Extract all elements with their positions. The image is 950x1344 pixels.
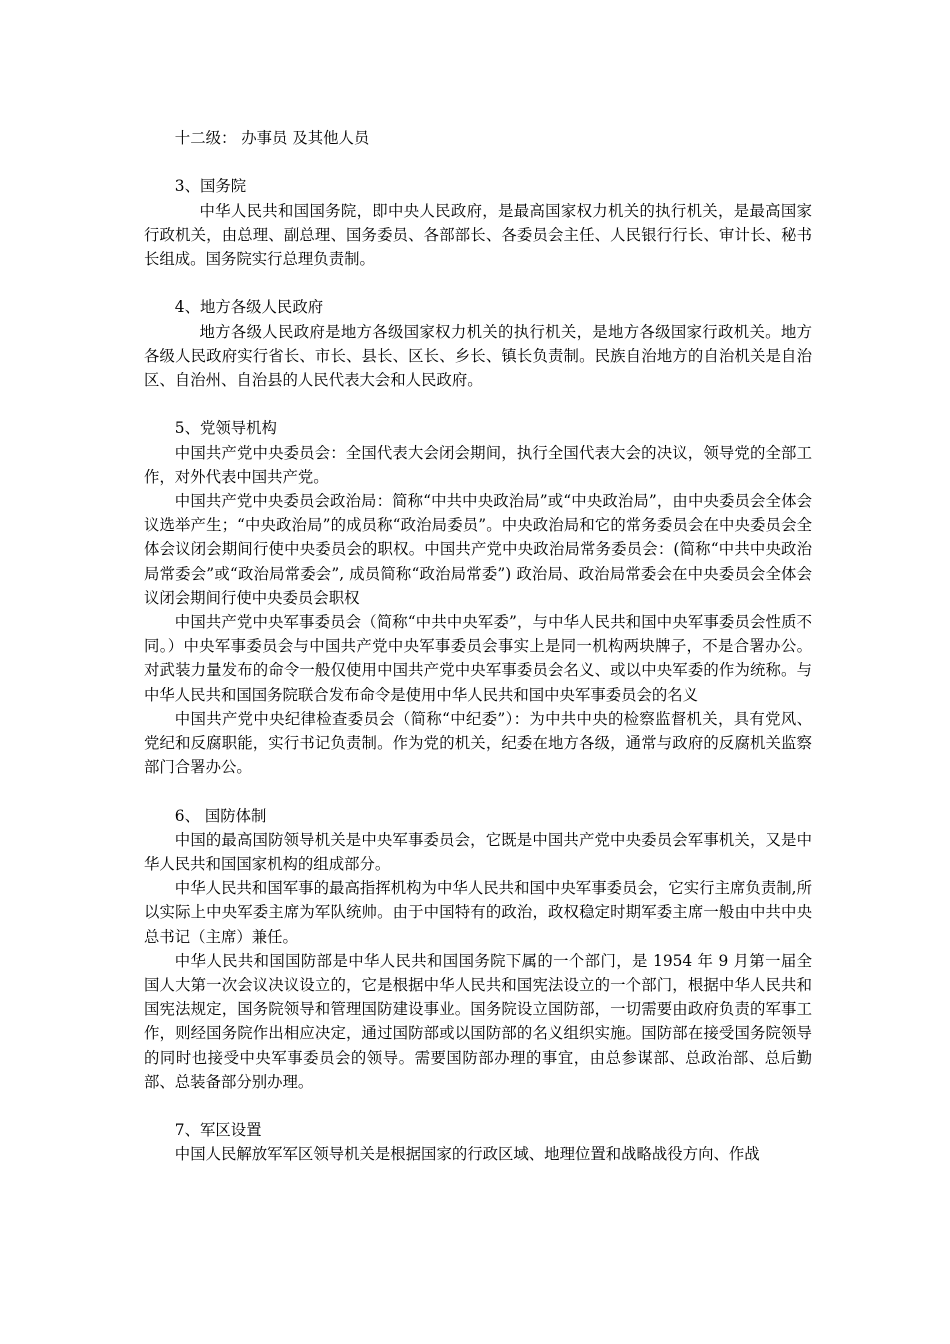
section-3-heading: 3、国务院: [174, 177, 247, 196]
document-page: [144, 126, 812, 1167]
section-6-paragraph-1: 中国的最高国防领导机关是中央军事委员会，它既是中国共产党中央委员会军事机关，又是中华人民共和国国家机构的组成部分。: [144, 830, 812, 874]
spacer: [144, 779, 812, 803]
section-6-paragraph-2: 中华人民共和国军事的最高指挥机构为中华人民共和国中央军事委员会，它实行主席负责制,所以实际上中央军委主席为军队统帅。由于中国特有的政治，政权稳定时期军委主席一般由中共中央总书记（主席）兼任。: [144, 879, 812, 946]
section-3-paragraph-1: 中华人民共和国国务院，即中央人民政府，是最高国家权力机关的执行机关，是最高国家行政机关，由总理、副总理、国务委员、各部部长、各委员会主任、人民银行行长、审计长、秘书长组成。国务院实行总理负责制。: [144, 201, 812, 268]
section-5-heading: 5、党领导机构: [174, 419, 277, 438]
section-7-paragraph-1: 中国人民解放军军区领导机关是根据国家的行政区域、地理位置和战略战役方向、作战: [174, 1145, 760, 1164]
spacer: [144, 150, 812, 174]
section-4-heading: 4、地方各级人民政府: [174, 298, 324, 317]
section-6-paragraph-3: 中华人民共和国国防部是中华人民共和国国务院下属的一个部门，是 1954 年 9 月第一届全国人大第一次会议决议设立的，它是根据中华人民共和国宪法设立的一个部门，根据中华人民共和国宪法规定，国务院领导和管理国防建设事业。国务院设立国防部，一切需要由政府负责的军事工作，则经国务院作出相应决定，通过国防部或以国防部的名义组织实施。国防部在接受国务院领导的同时也接受中央军事委员会的领导。需要国防部办理的事宜，由总参谋部、总政治部、总后勤部、总装备部分别办理。: [144, 951, 812, 1091]
section-6-heading: 6、 国防体制: [174, 806, 267, 825]
spacer: [144, 392, 812, 416]
section-7-heading: 7、军区设置: [174, 1121, 262, 1140]
section-4-paragraph-1: 地方各级人民政府是地方各级国家权力机关的执行机关，是地方各级国家行政机关。地方各级人民政府实行省长、市长、县长、区长、乡长、镇长负责制。民族自治地方的自治机关是自治区、自治州、自治县的人民代表大会和人民政府。: [144, 322, 812, 389]
section-5-paragraph-3: 中国共产党中央军事委员会（简称“中共中央军委”，与中华人民共和国中央军事委员会性质不同。）中央军事委员会与中国共产党中央军事委员会事实上是同一机构两块牌子，不是合署办公。对武装力量发布的命令一般仅使用中国共产党中央军事委员会名义、或以中央军委的作为统称。与中华人民共和国国务院联合发布命令是使用中华人民共和国中央军事委员会的名义: [144, 613, 812, 704]
section-5-paragraph-1: 中国共产党中央委员会：全国代表大会闭会期间，执行全国代表大会的决议，领导党的全部工作，对外代表中国共产党。: [144, 443, 812, 486]
spacer: [144, 1094, 812, 1118]
level-12-line: 十二级： 办事员 及其他人员: [174, 129, 370, 147]
section-5-paragraph-2: 中国共产党中央委员会政治局：简称“中共中央政治局”或“中央政治局”，由中央委员会全体会议选举产生；“中央政治局”的成员称“政治局委员”。中央政治局和它的常务委员会在中央委员会全体会议闭会期间行使中央委员会的职权。中国共产党中央政治局常务委员会：(简称“中共中央政治局常委会”或“政治局常委会”, 成员简称“政治局常委”) 政治局、政治局常委会在中央委员会全体会议闭会期间行使中央委员会职权: [144, 492, 812, 607]
section-5-paragraph-4: 中国共产党中央纪律检查委员会（简称“中纪委”）：为中共中央的检察监督机关，具有党风、党纪和反腐职能，实行书记负责制。作为党的机关，纪委在地方各级，通常与政府的反腐机关监察部门合署办公。: [144, 709, 812, 777]
spacer: [144, 271, 812, 295]
